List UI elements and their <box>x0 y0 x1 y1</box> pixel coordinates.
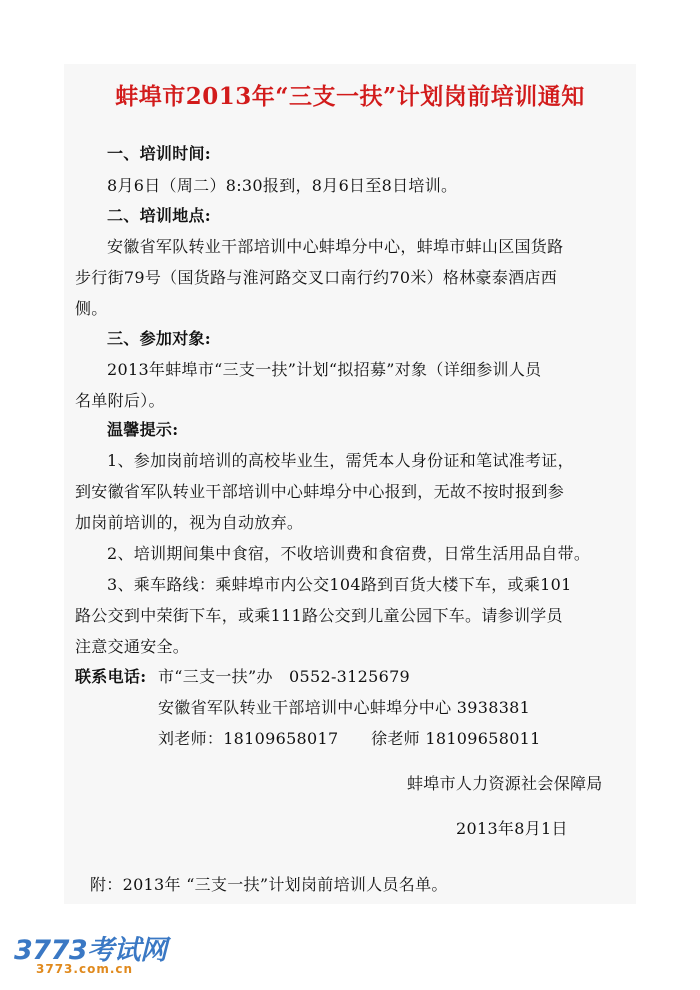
watermark-domain: 3773.com.cn <box>36 962 134 976</box>
tip-1-line-1: 1、参加岗前培训的高校毕业生，需凭本人身份证和笔试准考证， <box>107 451 574 470</box>
section-time-text: 8月6日（周二）8:30报到，8月6日至8日培训。 <box>107 176 458 195</box>
section-place-line-3: 侧。 <box>75 299 108 318</box>
document-page <box>64 64 636 904</box>
tip-3-line-3: 注意交通安全。 <box>75 637 190 656</box>
tip-2: 2、培训期间集中食宿，不收培训费和食宿费，日常生活用品自带。 <box>107 544 591 563</box>
issuer-name: 蚌埠市人力资源社会保障局 <box>407 774 603 793</box>
contact-label: 联系电话: <box>75 667 147 686</box>
notice-title: 蚌埠市2013年“三支一扶”计划岗前培训通知 <box>115 83 585 110</box>
tip-1-line-3: 加岗前培训的，视为自动放弃。 <box>75 513 304 532</box>
contact-line-2: 安徽省军队转业干部培训中心蚌埠分中心 3938381 <box>158 698 531 717</box>
attachment-note: 附：2013年 “三支一扶”计划岗前培训人员名单。 <box>90 875 448 894</box>
section-tips-heading: 温馨提示: <box>107 420 179 439</box>
site-watermark-logo <box>14 928 184 984</box>
contact-line-3: 刘老师：18109658017 徐老师 18109658011 <box>158 729 541 748</box>
contact-line-1: 市“三支一扶”办 0552-3125679 <box>158 667 411 686</box>
tip-1-line-2: 到安徽省军队转业干部培训中心蚌埠分中心报到，无故不按时报到参 <box>75 482 565 501</box>
tip-3-line-2: 路公交到中荣街下车，或乘111路公交到儿童公园下车。请参训学员 <box>75 606 563 625</box>
section-target-line-2: 名单附后）。 <box>75 391 165 410</box>
section-time-heading: 一、培训时间: <box>107 144 212 163</box>
issue-date: 2013年8月1日 <box>456 819 568 838</box>
section-place-line-1: 安徽省军队转业干部培训中心蚌埠分中心，蚌埠市蚌山区国货路 <box>107 237 564 256</box>
tip-3-line-1: 3、乘车路线：乘蚌埠市内公交104路到百货大楼下车，或乘101 <box>107 575 572 594</box>
section-place-heading: 二、培训地点: <box>107 206 212 225</box>
section-place-line-2: 步行街79号（国货路与淮河路交叉口南行约70米）格林豪泰酒店西 <box>75 268 558 287</box>
section-target-heading: 三、参加对象: <box>107 329 212 348</box>
section-target-line-1: 2013年蚌埠市“三支一扶”计划“拟招募”对象（详细参训人员 <box>107 360 542 379</box>
watermark-brand: 3773考试网 <box>14 935 167 966</box>
